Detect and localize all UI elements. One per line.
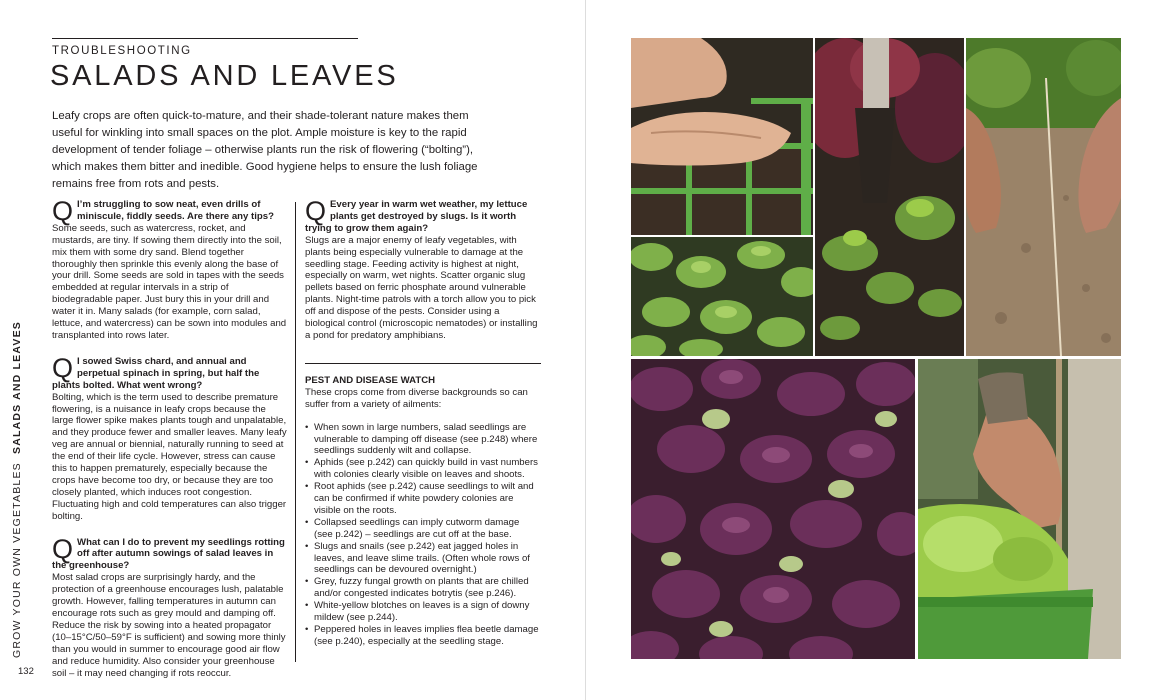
q-dropcap: Q	[52, 352, 74, 383]
column-divider	[295, 202, 296, 662]
column-right	[305, 196, 540, 648]
q-dropcap: Q	[52, 196, 74, 226]
answer-text: Most salad crops are surprisingly hardy, and the protection of a greenhouse encourages lush, palatable growth. However, falling temperatures in autumn can encourage rots such as grey mould and damping off. Reduce the risk by sowing into a heated propagator (10–15°C/50–59°F is sufficient) and sowing more thinly than you would in summer to encourage good air flow and reduce humidity. Also consider your greenhouse soil – it may need changing if rots reoccur.	[52, 572, 286, 679]
question-text: I sowed Swiss chard, and annual and perpetual spinach in spring, but half the plants bolted. What went wrong?	[52, 355, 260, 391]
pest-list-item: • Peppered holes in leaves implies flea beetle damage (see p.240), especially at the seedling stage.	[305, 624, 540, 648]
question-text: I’m struggling to sow neat, even drills of miniscule, fiddly seeds. Are there any tips?	[77, 199, 274, 222]
page-number: 132	[18, 666, 34, 677]
answer-text: Some seeds, such as watercress, rocket, and mustards, are tiny. If sowing them directly into the soil, mix them with some dry sand. Blend together thoroughly then sprinkle this evenly along the base of your drill. Some seeds are sold in tapes with the seeds embedded at regular intervals in a strip of biodegradable paper. Just bury this in your drill and water it in. Many salads (for example, corn salad, lettuce, and watercress) can be sown into modules and transplanted into rows later.	[52, 222, 287, 341]
right-page	[586, 0, 1171, 700]
pest-watch-intro: These crops come from diverse backgrounds so can suffer from a variety of ailments:	[305, 386, 528, 410]
photo-trowel-red-lettuce	[815, 38, 964, 356]
question-text: What can I do to prevent my seedlings rotting off after autumn sowings of salad leaves in the greenhouse?	[52, 536, 285, 572]
section-label: TROUBLESHOOTING	[52, 45, 192, 57]
left-page	[0, 0, 585, 700]
pest-list-item: • Collapsed seedlings can imply cutworm damage (see p.242) – seedlings are cut off at the base.	[305, 517, 540, 541]
pest-list-item: • Root aphids (see p.242) cause seedlings to wilt and can be confirmed if white powdery colonies are visible on the roots.	[305, 481, 540, 517]
question-text: Every year in warm wet weather, my lettuce plants get destroyed by slugs. Is it worth trying to grow them again?	[305, 199, 528, 234]
photo-purple-leaves	[631, 359, 915, 659]
pest-list-item: • Grey, fuzzy fungal growth on plants that are chilled and/or congested indicates botrytis (see p.246).	[305, 576, 540, 600]
header-rule	[52, 38, 358, 39]
pest-watch-heading: PEST AND DISEASE WATCH	[305, 374, 436, 386]
pest-list-item: • White-yellow blotches on leaves is a sign of downy mildew (see p.244).	[305, 600, 540, 624]
qa-item	[305, 196, 540, 342]
q-dropcap: Q	[52, 533, 74, 564]
qa-item	[52, 196, 287, 342]
photo-drill-in-soil	[966, 38, 1121, 356]
answer-text: Slugs are a major enemy of leafy vegetables, with plants being especially vulnerable to damage at the seedling stage. Feeding activity is highest at night, especially on warm, wet nights. Scatter organic slug pellets based on ferric phosphate around vulnerable plants. Night-time patrols with a torch allow you to pick off and dispose of the pests. Consider using a biological control (microscopic nematodes) or installing a pond for predatory amphibians.	[305, 234, 538, 341]
pest-list-item: • Slugs and snails (see p.242) eat jagged holes in leaves, and leave slime trails. (Often whole rows of seedlings can be devoured overnight.)	[305, 541, 540, 577]
qa-item	[52, 352, 287, 523]
qa-item	[52, 533, 287, 680]
pest-watch-list	[305, 422, 540, 648]
photo-planting-lettuce	[918, 359, 1121, 659]
running-head-vertical	[11, 321, 23, 658]
running-head-book: GROW YOUR OWN VEGETABLES	[11, 462, 23, 658]
q-dropcap: Q	[305, 196, 327, 226]
intro-paragraph: Leafy crops are often quick-to-mature, and their shade-tolerant nature makes them useful for winkling into small spaces on the plot. Ample moisture is key to the rapid development of tender foliage – otherwise plants run the risk of flowering (“bolting”), which makes them bitter and inedible. Good hygiene helps to ensure the lush foliage remains free from rots and pests.	[52, 110, 478, 190]
page-title: SALADS AND LEAVES	[50, 60, 399, 92]
answer-text: Bolting, which is the term used to describe premature flowering, is a nuisance in leafy crops because the large flower spike makes plants tough and unpalatable, and they produce fewer and smaller leaves. Many leafy veg are annual or biennial, naturally running to seed at the end of their life cycle. However, stress can cause this to happen prematurely, especially because the crops have become too dry, or because they are too closely planted, which induces root congestion. Fluctuating high and cold temperatures can also trigger bolting.	[52, 391, 287, 522]
photo-sowing-seeds-tray	[631, 38, 813, 235]
photo-spinach-seedlings	[631, 237, 813, 356]
pest-section-rule	[305, 363, 541, 364]
pest-list-item: • Aphids (see p.242) can quickly build in vast numbers with colonies clearly visible on leaves and shoots.	[305, 457, 540, 481]
column-left	[52, 196, 287, 693]
running-head-chapter: SALADS AND LEAVES	[11, 321, 23, 455]
pest-list-item: • When sown in large numbers, salad seedlings are vulnerable to damping off disease (see p.248) where seedlings suddenly wilt and collapse.	[305, 422, 540, 458]
